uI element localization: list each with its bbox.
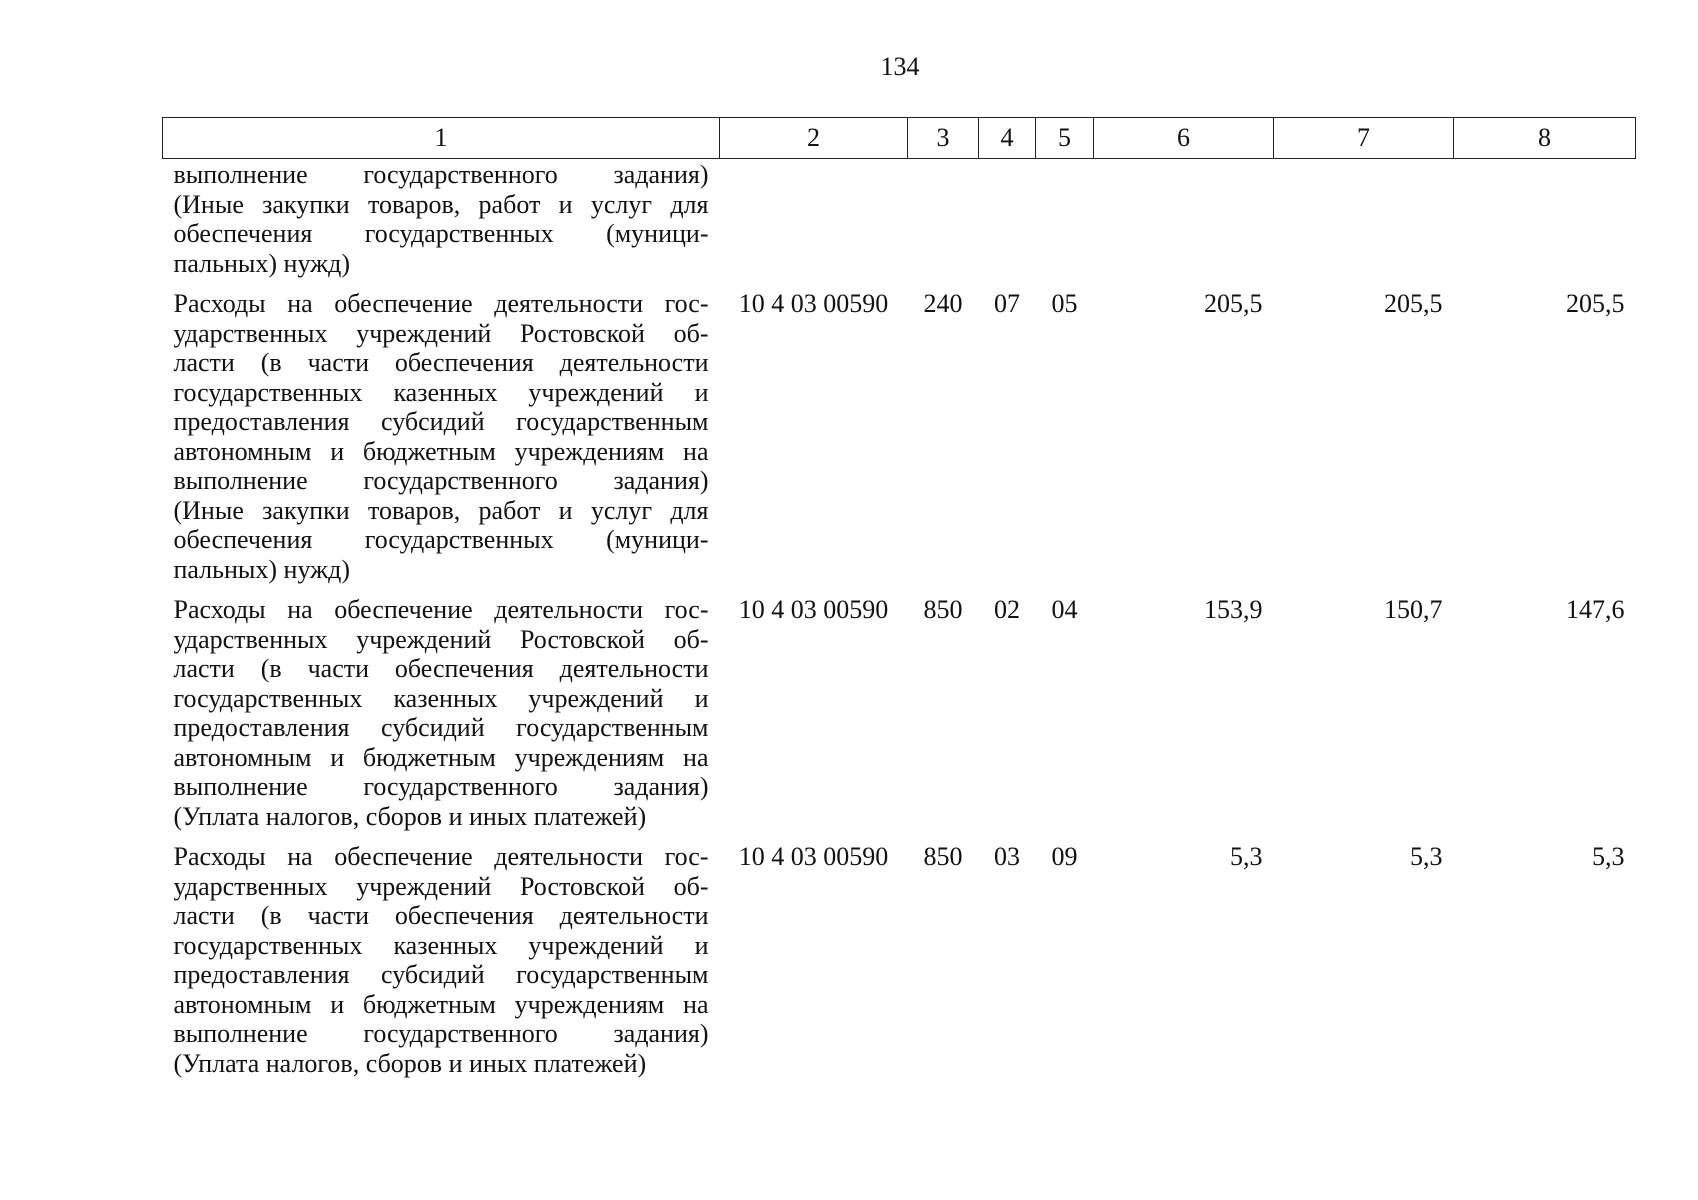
page-number: 134 xyxy=(880,52,920,81)
description-cell xyxy=(163,831,720,1078)
column-header-6: 6 xyxy=(1094,118,1274,159)
section-cell: 03 xyxy=(994,842,1020,871)
column-header-1: 1 xyxy=(163,118,720,159)
description-cell xyxy=(163,159,720,279)
description-line: обеспечения государственных (муници- xyxy=(173,525,709,554)
amount-year-3-cell xyxy=(1454,159,1636,279)
amount-year-3-cell: 5,3 xyxy=(1592,842,1625,871)
expense-type-cell: 240 xyxy=(923,289,963,318)
description-line: выполнение государственного задания) xyxy=(173,160,709,189)
description-line: Расходы на обеспечение деятельности гос- xyxy=(173,842,709,871)
amount-year-3-cell: 147,6 xyxy=(1566,595,1625,624)
description-line: выполнение государственного задания) xyxy=(173,466,709,495)
header-row xyxy=(163,118,1636,159)
amount-year-1-cell xyxy=(1094,159,1274,279)
description-line: автономным и бюджетным учреждениям на xyxy=(173,989,709,1019)
subsection-cell: 04 xyxy=(1051,595,1078,624)
column-header-7: 7 xyxy=(1274,118,1454,159)
description-line: предоставления субсидий государственным xyxy=(173,407,709,436)
description-line: пальных) нужд) xyxy=(173,248,350,278)
subsection-cell: 09 xyxy=(1051,842,1078,871)
description-line: ласти (в части обеспечения деятельности xyxy=(173,348,709,377)
description-line: (Уплата налогов, сборов и иных платежей) xyxy=(173,1048,647,1078)
amount-year-2-cell: 5,3 xyxy=(1410,842,1443,871)
description-line: пальных) нужд) xyxy=(173,554,350,584)
amount-year-1-cell: 5,3 xyxy=(1230,842,1263,871)
section-cell: 07 xyxy=(994,289,1020,318)
description-line: выполнение государственного задания) xyxy=(173,1019,709,1048)
description-line: ударственных учреждений Ростовской об- xyxy=(173,871,709,901)
budget-code-cell: 10 4 03 00590 xyxy=(738,595,889,624)
budget-table xyxy=(162,117,1636,1078)
budget-code-cell xyxy=(720,159,908,279)
table-header xyxy=(163,118,1636,159)
amount-year-2-cell: 150,7 xyxy=(1384,595,1443,624)
description-line: Расходы на обеспечение деятельности гос- xyxy=(173,289,709,318)
description-line: предоставления субсидий государственным xyxy=(173,960,709,989)
amount-year-1-cell: 153,9 xyxy=(1204,595,1263,624)
column-header-4: 4 xyxy=(979,118,1036,159)
section-cell: 02 xyxy=(994,595,1020,624)
description-line: выполнение государственного задания) xyxy=(173,772,709,801)
amount-year-1-cell: 205,5 xyxy=(1204,289,1263,318)
description-line: государственных казенных учреждений и xyxy=(173,377,709,407)
description-line: (Иные закупки товаров, работ и услуг для xyxy=(173,189,709,219)
description-cell xyxy=(163,278,720,584)
section-cell xyxy=(979,159,1036,279)
expense-type-cell: 850 xyxy=(923,595,963,624)
column-header-8: 8 xyxy=(1454,118,1636,159)
description-line: автономным и бюджетным учреждениям на xyxy=(173,436,709,466)
description-line: ударственных учреждений Ростовской об- xyxy=(173,318,709,348)
expense-type-cell: 850 xyxy=(923,842,963,871)
table-body xyxy=(163,159,1636,1079)
description-line: ласти (в части обеспечения деятельности xyxy=(173,654,709,683)
column-header-2: 2 xyxy=(720,118,908,159)
table-row xyxy=(163,278,1636,584)
description-line: (Уплата налогов, сборов и иных платежей) xyxy=(173,801,647,831)
description-line: государственных казенных учреждений и xyxy=(173,683,709,713)
amount-year-3-cell: 205,5 xyxy=(1566,289,1625,318)
table-row xyxy=(163,159,1636,279)
table-row xyxy=(163,584,1636,831)
column-header-3: 3 xyxy=(908,118,979,159)
description-line: ударственных учреждений Ростовской об- xyxy=(173,624,709,654)
description-line: автономным и бюджетным учреждениям на xyxy=(173,742,709,772)
description-line: обеспечения государственных (муници- xyxy=(173,219,709,248)
description-cell xyxy=(163,584,720,831)
description-line: ласти (в части обеспечения деятельности xyxy=(173,901,709,930)
amount-year-2-cell xyxy=(1274,159,1454,279)
description-line: государственных казенных учреждений и xyxy=(173,930,709,960)
description-line: (Иные закупки товаров, работ и услуг для xyxy=(173,495,709,525)
column-header-5: 5 xyxy=(1036,118,1094,159)
subsection-cell: 05 xyxy=(1051,289,1078,318)
budget-code-cell: 10 4 03 00590 xyxy=(738,289,889,318)
subsection-cell xyxy=(1036,159,1094,279)
amount-year-2-cell: 205,5 xyxy=(1384,289,1443,318)
budget-code-cell: 10 4 03 00590 xyxy=(738,842,889,871)
description-line: Расходы на обеспечение деятельности гос- xyxy=(173,595,709,624)
description-line: предоставления субсидий государственным xyxy=(173,713,709,742)
table-row xyxy=(163,831,1636,1078)
expense-type-cell xyxy=(908,159,979,279)
